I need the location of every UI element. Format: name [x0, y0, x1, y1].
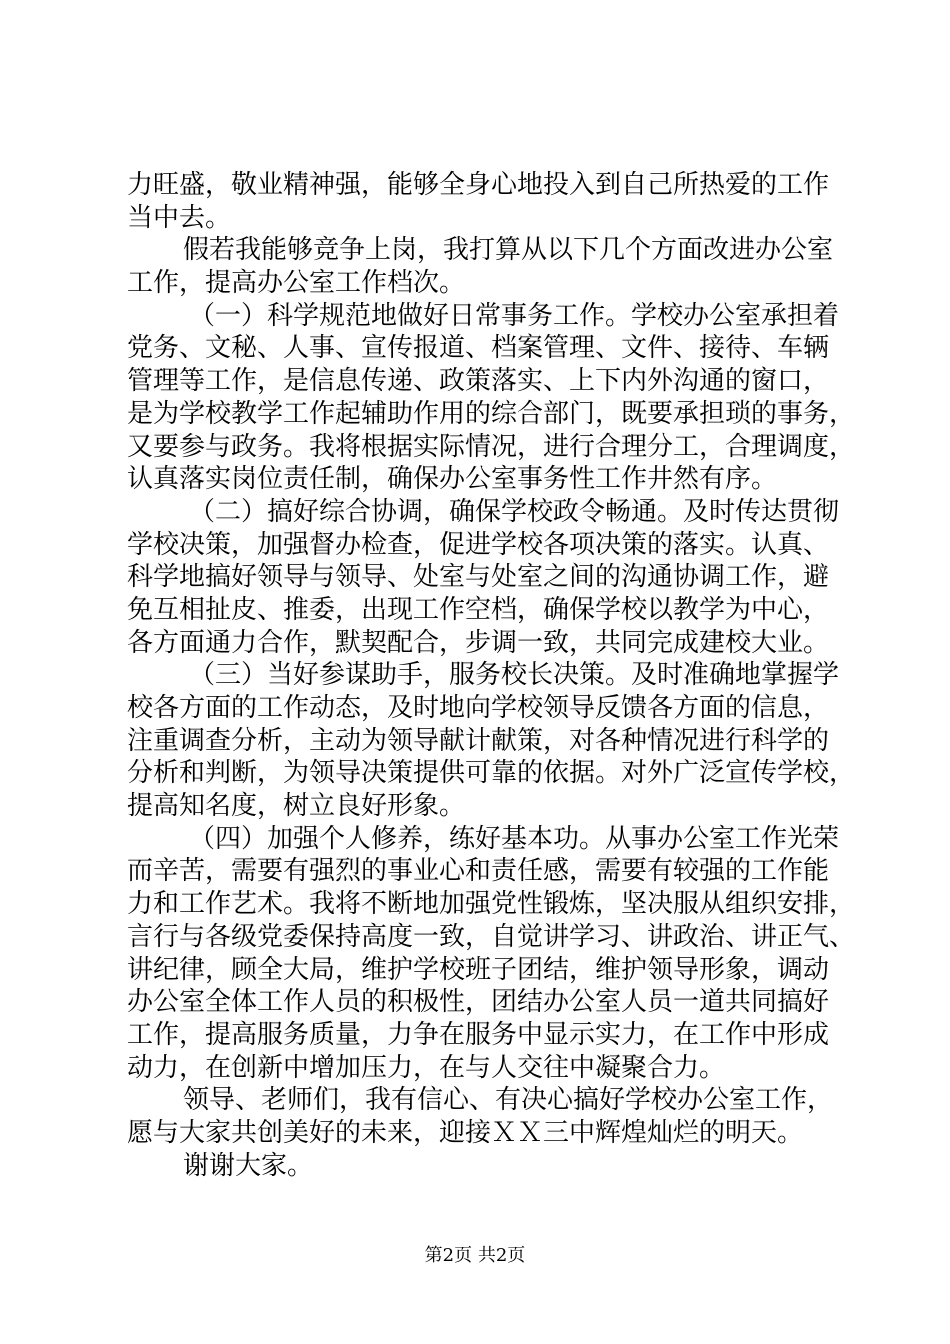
text-line: 党务、文秘、人事、宣传报道、档案管理、文件、接待、车辆	[127, 333, 830, 364]
text-line: 学校决策，加强督办检查，促进学校各项决策的落实。认真、	[127, 529, 830, 560]
text-line: 免互相扯皮、推委，出现工作空档，确保学校以教学为中心，	[127, 594, 830, 625]
text-line: 言行与各级党委保持高度一致，自觉讲学习、讲政治、讲正气、	[127, 921, 856, 952]
paragraph-start-line: 领导、老师们，我有信心、有决心搞好学校办公室工作，	[183, 1085, 834, 1116]
section-heading-line: （四）加强个人修养，练好基本功。从事办公室工作光荣	[189, 823, 840, 854]
text-line: 工作，提高服务质量，力争在服务中显示实力，在工作中形成	[127, 1019, 830, 1050]
text-line: 提高知名度，树立良好形象。	[127, 791, 466, 822]
section-heading-line: （三）当好参谋助手，服务校长决策。及时准确地掌握学	[189, 660, 840, 691]
text-line: 力旺盛，敬业精神强，能够全身心地投入到自己所热爱的工作	[127, 170, 830, 200]
text-line: 办公室全体工作人员的积极性，团结办公室人员一道共同搞好	[127, 987, 830, 1018]
text-line: 各方面通力合作，默契配合，步调一致，共同完成建校大业。	[127, 627, 830, 658]
text-line: 愿与大家共创美好的未来，迎接ＸＸ三中辉煌灿烂的明天。	[127, 1117, 804, 1148]
section-heading-line: （二）搞好综合协调，确保学校政令畅通。及时传达贯彻	[189, 496, 840, 527]
text-line: 是为学校教学工作起辅助作用的综合部门，既要承担琐的事务，	[127, 398, 856, 429]
text-line: 又要参与政务。我将根据实际情况，进行合理分工，合理调度，	[127, 431, 856, 462]
text-line: 而辛苦，需要有强烈的事业心和责任感，需要有较强的工作能	[127, 856, 830, 887]
text-line: 校各方面的工作动态，及时地向学校领导反馈各方面的信息，	[127, 693, 830, 723]
text-line: 当中去。	[127, 202, 232, 233]
closing-line: 谢谢大家。	[183, 1150, 314, 1181]
text-line: 认真落实岗位责任制，确保办公室事务性工作井然有序。	[127, 464, 778, 495]
page-number-footer: 第2页 共2页	[424, 1245, 526, 1266]
text-line: 讲纪律，顾全大局，维护学校班子团结，维护领导形象，调动	[127, 954, 830, 985]
text-line: 工作，提高办公室工作档次。	[127, 268, 466, 299]
text-line: 动力，在创新中增加压力，在与人交往中凝聚合力。	[127, 1052, 726, 1083]
section-heading-line: （一）科学规范地做好日常事务工作。学校办公室承担着	[189, 300, 840, 331]
text-line: 分析和判断，为领导决策提供可靠的依据。对外广泛宣传学校，	[127, 758, 856, 789]
body-text	[127, 169, 856, 1182]
text-line: 科学地搞好领导与领导、处室与处室之间的沟通协调工作，避	[127, 562, 830, 593]
text-line: 管理等工作，是信息传递、政策落实、上下内外沟通的窗口，	[127, 366, 830, 397]
text-line: 力和工作艺术。我将不断地加强党性锻炼，坚决服从组织安排，	[127, 889, 856, 920]
text-line: 注重调查分析，主动为领导献计献策，对各种情况进行科学的	[127, 725, 830, 756]
paragraph-start-line: 假若我能够竞争上岗，我打算从以下几个方面改进办公室	[183, 235, 834, 266]
